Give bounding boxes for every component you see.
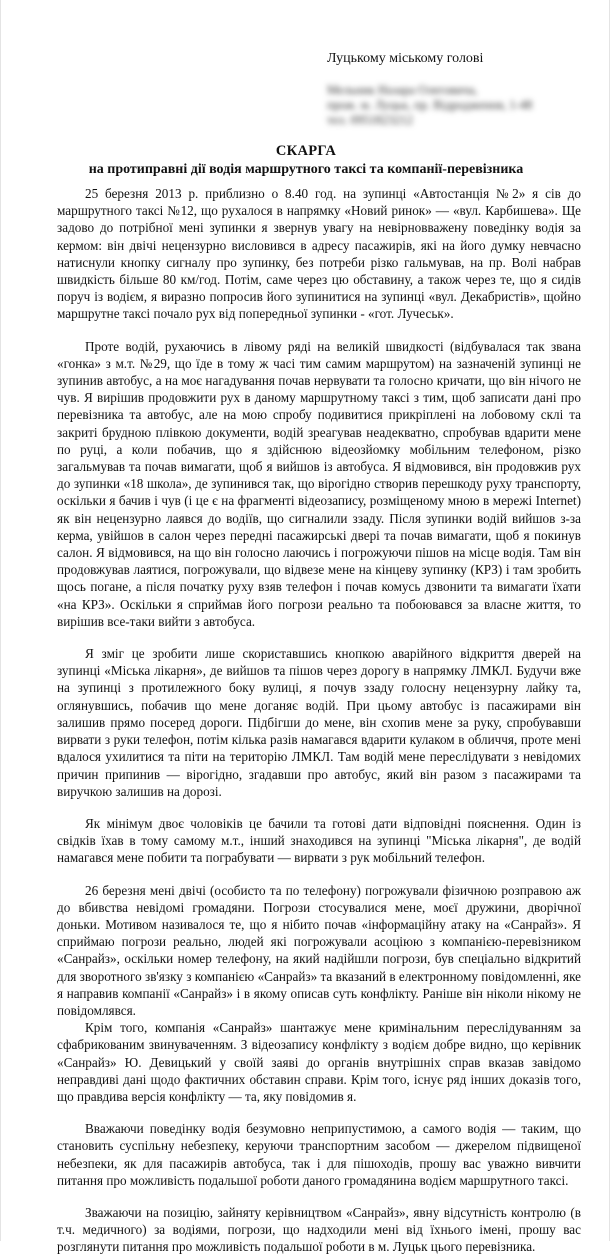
paragraph-3: Я зміг це зробити лише скориставшись кнопкою аварійного відкриття дверей на зупинці «Міська лікарня», де вийшов та пішов через дорогу в напрямку ЛМКЛ. Будучи вже на зупинці з протилежного боку вулиці, я почув ззаду голосну нецензурну лайку та, оглянувшись, побачив що мене доганяє водій. При цьому автобус із пасажирами він залишив прямо посеред дороги. Підбігши до мене, він схопив мене за руку, спробувавши вирвати з руки телефон, потім кілька разів намагався вдарити кулаком в обличчя, проте мені вдалося ухилитися та піти на територію ЛМКЛ. Там водій мене переслідувати з невідомих причин припинив — вірогідно, згадавши про автобус, який він разом з пасажирами та виручкою залишив на дорозі. [57, 646, 581, 799]
addressee: Луцькому міському голові [327, 51, 484, 66]
paragraph-5: 26 березня мені двічі (особисто та по телефону) погрожували фізичною розправою аж до вбивства невідомі громадяни. Погрози стосувалися мене, моєї дружини, дворічної доньки. Мотивом називалося те, що я нібито почав «інформаційну атаку на «Санрайз». Я сприймаю погрози реально, людей які погрожували асоціюю з компанією-перевізником «Санрайз», оскільки номер телефону, на який надійшли погрози, був спеціально відкритий для зворотного зв'язку з компанією «Санрайз» та вказаний в електронному повідомленні, яке я направив компанії «Санрайз» і в якому описав суть конфлікту. Раніше він ніколи нікому не повідомлявся. [57, 882, 581, 1018]
sender-address: прож. м. Луцьк, пр. Відродження, 1-48 [327, 98, 533, 112]
paragraph-2: Проте водій, рухаючись в лівому ряді на великій швидкості (відбувалася так звана «гонка» з м.т. №29, що їде в тому ж часі тим самим маршрутом) на зазначеній зупинці не зупинив автобус, а на моє нагадування почав нервувати та голосно кричати, що він нічого не чув. Я вирішив продовжити рух в даному маршрутному таксі з тим, щоб записати дані про перевізника та автобус, але на мою спробу подивитися прикріплені на лобовому склі та закриті брудною плівкою документи, водій зреагував неадекватно, спробував вдарити мене по руці, а коли побачив, що я здійснюю відеозйомку мобільним телефоном, різко загальмував та почав вимагати, щоб я вийшов із автобуса. Я відмовився, він продовжив рух до зупинки «18 школа», де зупинився так, що вірогідно створив перешкоду руху транспорту, оскільки я бачив і чув (і це є на фрагменті відеозапису, розміщеному мною в мережі Internet) як він нецензурно лаявся до водіїв, що сигналили ззаду. Після зупинки водій вийшов з-за керма, увійшов в салон через передні пасажирські двері та почав вимагати, щоб я покинув салон. Я відмовився, на що він голосно лаючись і погрожуючи пішов на місце водія. Там він продовжував лаятися, погрожували, що відвезе мене на кінцеву зупинку (КРЗ) і там зробить щось погане, а після початку руху взяв телефон і почав комусь дзвонити та вимагати їхати «на КРЗ». Оскільки я сприймав його погрози реально та побоювався за власне життя, то вирішив все-таки вийти з автобуса. [57, 338, 581, 629]
title-heading: СКАРГА [275, 143, 337, 159]
paragraph-1: 25 березня 2013 р. приблизно о 8.40 год. на зупинці «Автостанція №2» я сів до маршрутного таксі №12, що рухалося в напрямку «Новий ринок» — «вул. Карбишева». Ще задово до потрібної мені зупинки я звернув увагу на невірновважену поведінку водія за кермом: він двічі нецензурно висловився в адресу пасажирів, які на його думку невчасно натиснули кнопку сигналу про зупинку, без потреби різко гальмував, на пр. Волі набрав швидкість більше 80 км/год. Потім, саме через цю обставину, а також через те, що я сидів поруч із водієм, я виразно попросив його зупинитися на зупинці «вул. Декабристів», щойно маршрутне таксі почало рух від попередньої зупинки - «гот. Лучеськ». [57, 186, 581, 322]
document-title [1, 142, 610, 179]
paragraph-6: Крім того, компанія «Санрайз» шантажує мене кримінальним переслідуванням за сфабрикованим звинуваченням. З відеозапису конфлікту з водієм добре видно, що керівник «Санрайз» Ю. Девицький у своїй заяві до органів внутрішніх справ вказав завідомо неправдиві дані щодо фактичних обставин справи. Крім того, існує ряд інших доказів того, що правдива версія конфлікту — та, яку повідомив я. [57, 1020, 581, 1104]
sender-name: Мельник Назара Олеговича, [327, 83, 478, 97]
paragraph-4: Як мінімум двоє чоловіків це бачили та готові дати відповідні пояснення. Один із свідків їхав в тому самому м.т., інший знаходився на зупинці "Міська лікарня", де водій намагався мене побити та пограбувати — вирвати з рук мобільний телефон. [57, 815, 581, 866]
title-subheading: на протиправні дії водія маршрутного таксі та компанії-перевізника [88, 162, 524, 177]
paragraph-8: Зважаючи на позицію, зайняту керівництвом «Санрайз», явну відсутність контролю (в т.ч. медичного) за водіями, погрози, що надходили мені від їхнього імені, прошу вас розглянути питання про можливість подальшої роботи в м. Луцьк цього перевізника. [57, 1204, 581, 1255]
sender-details-redacted [327, 83, 557, 128]
sender-phone: тел. 0951823212 [327, 113, 413, 127]
paragraph-7: Вважаючи поведінку водія безумовно неприпустимою, а самого водія — таким, що становить суспільну небезпеку, керуючи транспортним засобом — джерелом підвищеної небезпеки, як для пасажирів автобуса, так і для пішоходів, прошу вас уважно вивчити питання про можливість подальшої роботи даного громадянина водієм маршрутного таксі. [57, 1121, 581, 1188]
document-body [57, 185, 581, 1256]
